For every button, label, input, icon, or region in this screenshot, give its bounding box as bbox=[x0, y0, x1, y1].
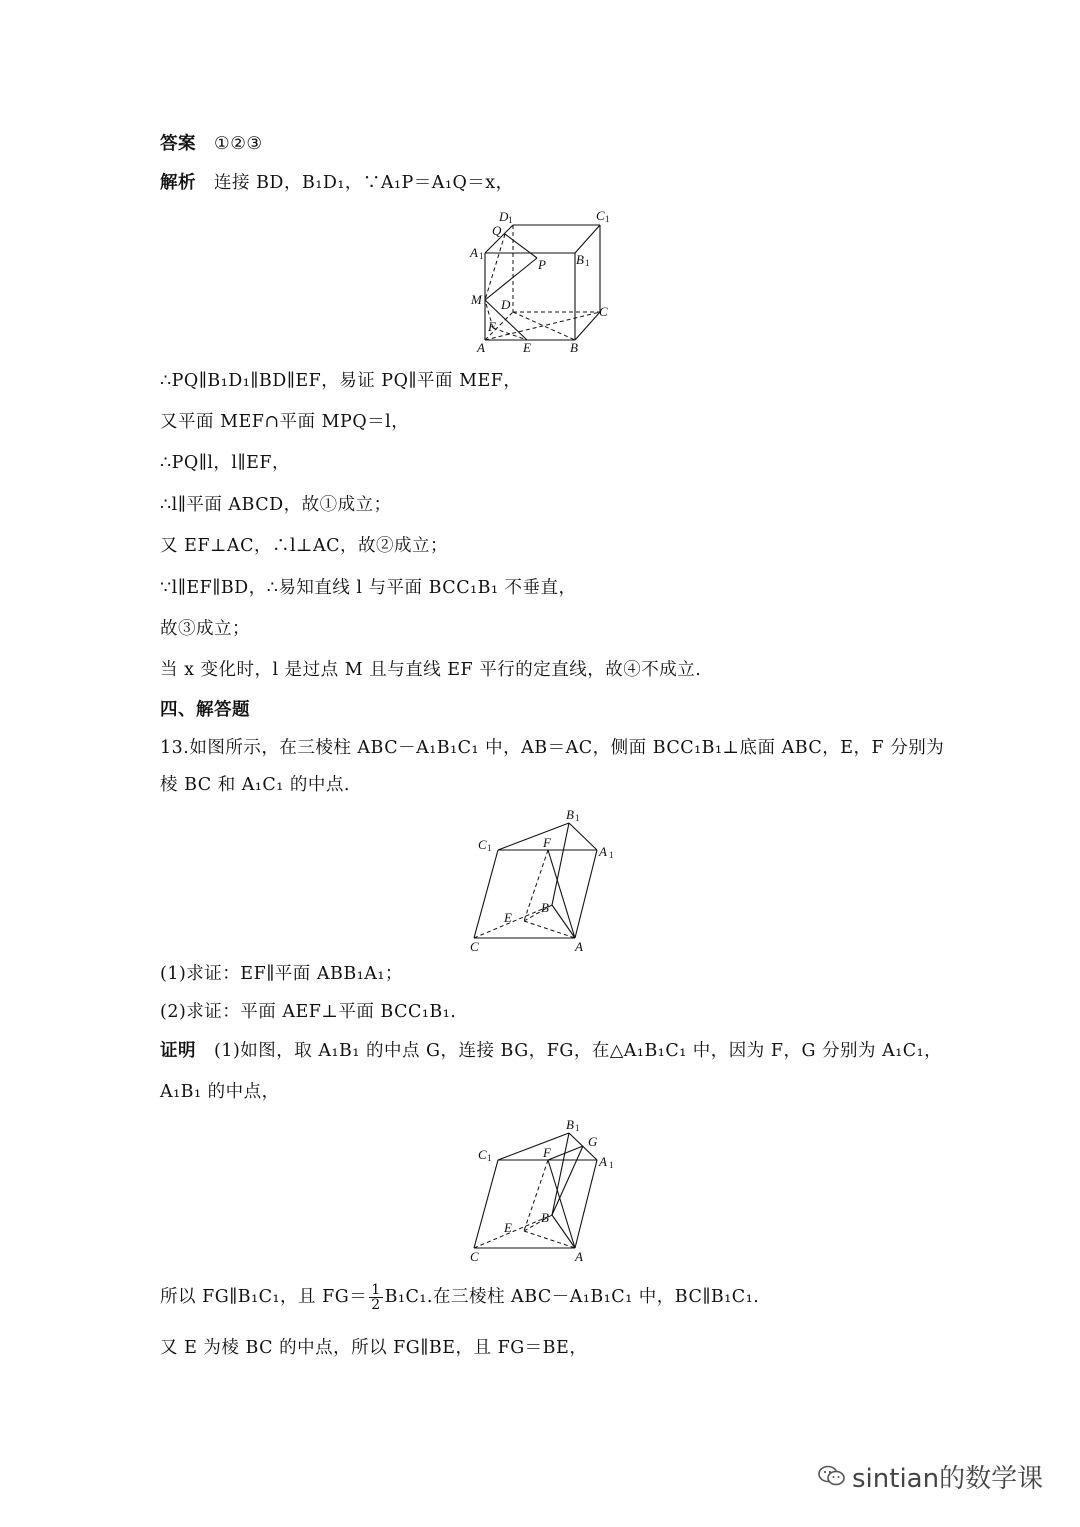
reasoning-line-6: ∵l∥EF∥BD，∴易知直线 l 与平面 BCC₁B₁ 不垂直， bbox=[160, 578, 577, 598]
wechat-icon bbox=[818, 1464, 846, 1495]
answer-label: 答案 bbox=[160, 134, 196, 154]
label-A: A bbox=[575, 939, 583, 954]
label-A1: A bbox=[470, 245, 478, 260]
label-C: C bbox=[599, 304, 608, 319]
sub-C1: 1 bbox=[487, 1153, 492, 1163]
problem-line-1: 13.如图所示，在三棱柱 ABC－A₁B₁C₁ 中，AB＝AC，侧面 BCC₁B₁⊥底面 ABC，E，F 分别为 bbox=[160, 738, 945, 758]
final-line-2: 又 E 为棱 BC 的中点，所以 FG∥BE，且 FG＝BE， bbox=[160, 1338, 588, 1358]
proof-line-2: A₁B₁ 的中点， bbox=[160, 1082, 280, 1102]
prism-diagram bbox=[462, 805, 622, 955]
label-P: P bbox=[538, 257, 546, 272]
reasoning-line-7: 故③成立； bbox=[160, 619, 250, 639]
label-D: D bbox=[501, 297, 511, 312]
proof-label: 证明 bbox=[160, 1041, 196, 1061]
label-E: E bbox=[523, 340, 531, 355]
label-B1: B bbox=[566, 807, 574, 822]
label-C1: C bbox=[478, 837, 487, 852]
label-F: F bbox=[488, 319, 496, 334]
label-D1: D bbox=[499, 209, 509, 224]
cube-diagram bbox=[465, 208, 615, 358]
label-A: A bbox=[477, 340, 485, 355]
proof-line-1 bbox=[160, 1039, 942, 1063]
sub-C1: 1 bbox=[487, 843, 492, 853]
reasoning-line-5: 又 EF⊥AC，∴l⊥AC，故②成立； bbox=[160, 536, 449, 556]
prism-g-figure bbox=[462, 1115, 622, 1265]
question-1: (1)求证：EF∥平面 ABB₁A₁； bbox=[160, 964, 403, 984]
final-line-1 bbox=[160, 1283, 759, 1312]
prism-figure bbox=[462, 805, 622, 955]
sub-A1: 1 bbox=[609, 1160, 614, 1170]
sub-B1: 1 bbox=[585, 258, 590, 268]
fraction-numerator: 1 bbox=[371, 1282, 381, 1298]
label-A: A bbox=[575, 1249, 583, 1264]
cube-figure bbox=[465, 208, 615, 358]
sub-B1: 1 bbox=[575, 1123, 580, 1133]
label-Q: Q bbox=[492, 223, 502, 238]
problem-line-2: 棱 BC 和 A₁C₁ 的中点. bbox=[160, 775, 350, 795]
watermark bbox=[818, 1458, 1043, 1495]
label-C1: C bbox=[478, 1147, 487, 1162]
proof-text: (1)如图，取 A₁B₁ 的中点 G，连接 BG，FG，在△A₁B₁C₁ 中，因为 F，G 分别为 A₁C₁， bbox=[214, 1041, 943, 1061]
label-M: M bbox=[471, 292, 482, 307]
reasoning-line-8: 当 x 变化时，l 是过点 M 且与直线 EF 平行的定直线，故④不成立. bbox=[160, 660, 702, 680]
label-C: C bbox=[470, 1249, 479, 1264]
analysis-text: 连接 BD，B₁D₁，∵A₁P＝A₁Q＝x， bbox=[214, 173, 514, 193]
watermark-text: sintian的数学课 bbox=[852, 1464, 1044, 1494]
label-F: F bbox=[543, 1145, 551, 1160]
section-heading: 四、解答题 bbox=[160, 700, 250, 720]
label-C1: C bbox=[596, 208, 605, 223]
label-E: E bbox=[504, 1220, 512, 1235]
sub-D1: 1 bbox=[508, 215, 513, 225]
label-B: B bbox=[570, 340, 578, 355]
fraction-half bbox=[369, 1283, 382, 1312]
sub-B1: 1 bbox=[575, 813, 580, 823]
reasoning-line-4: ∴l∥平面 ABCD，故①成立； bbox=[160, 495, 392, 515]
reasoning-line-3: ∴PQ∥l，l∥EF， bbox=[160, 453, 291, 473]
fraction-denominator: 2 bbox=[371, 1297, 381, 1313]
label-B1: B bbox=[566, 1117, 574, 1132]
question-2: (2)求证：平面 AEF⊥平面 BCC₁B₁. bbox=[160, 1002, 457, 1022]
answer-line bbox=[160, 132, 263, 156]
label-F: F bbox=[543, 835, 551, 850]
sub-A1: 1 bbox=[479, 251, 484, 261]
reasoning-line-2: 又平面 MEF∩平面 MPQ＝l， bbox=[160, 412, 410, 432]
label-G: G bbox=[588, 1134, 598, 1149]
label-A1: A bbox=[599, 844, 607, 859]
final-text-a: 所以 FG∥B₁C₁，且 FG＝ bbox=[160, 1287, 368, 1307]
prism-g-diagram bbox=[462, 1115, 622, 1265]
final-text-b: B₁C₁.在三棱柱 ABC－A₁B₁C₁ 中，BC∥B₁C₁. bbox=[384, 1287, 760, 1307]
label-A1: A bbox=[599, 1154, 607, 1169]
reasoning-line-1: ∴PQ∥B₁D₁∥BD∥EF，易证 PQ∥平面 MEF， bbox=[160, 371, 522, 391]
label-B1: B bbox=[576, 252, 584, 267]
label-B: B bbox=[541, 1210, 549, 1225]
sub-A1: 1 bbox=[609, 850, 614, 860]
label-B: B bbox=[541, 900, 549, 915]
analysis-label: 解析 bbox=[160, 173, 196, 193]
sub-C1: 1 bbox=[605, 214, 610, 224]
analysis-line bbox=[160, 171, 514, 195]
label-C: C bbox=[470, 939, 479, 954]
answer-value: ①②③ bbox=[214, 134, 263, 154]
label-E: E bbox=[504, 910, 512, 925]
